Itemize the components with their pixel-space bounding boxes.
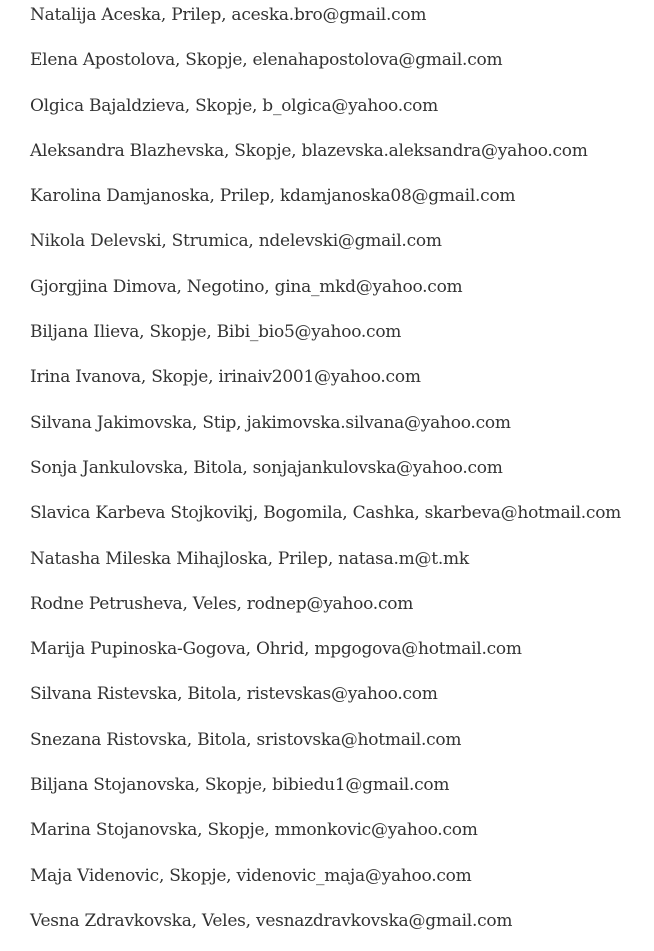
contact-entry: Elena Apostolova, Skopje, elenahapostolova@gmail.com	[30, 50, 503, 71]
contact-entry: Biljana Ilieva, Skopje, Bibi_bio5@yahoo.com	[30, 322, 402, 343]
contact-entry: Aleksandra Blazhevska, Skopje, blazevska.aleksandra@yahoo.com	[30, 140, 588, 161]
contact-entry: Vesna Zdravkovska, Veles, vesnazdravkovska@gmail.com	[30, 910, 513, 931]
contact-entry: Karolina Damjanoska, Prilep, kdamjanoska08@gmail.com	[30, 186, 516, 207]
contact-entry: Sonja Jankulovska, Bitola, sonjajankulovska@yahoo.com	[30, 457, 503, 478]
contact-entry: Gjorgjina Dimova, Negotino, gina_mkd@yahoo.com	[30, 276, 463, 297]
contact-entry: Nikola Delevski, Strumica, ndelevski@gmail.com	[30, 231, 442, 252]
contact-entry: Rodne Petrusheva, Veles, rodnep@yahoo.com	[30, 593, 414, 614]
contact-entry: Natalija Aceska, Prilep, aceska.bro@gmail.com	[30, 5, 427, 25]
contact-entry: Irina Ivanova, Skopje, irinaiv2001@yahoo.com	[30, 367, 421, 388]
contact-entry: Silvana Jakimovska, Stip, jakimovska.silvana@yahoo.com	[30, 412, 511, 433]
contact-entry: Marija Pupinoska-Gogova, Ohrid, mpgogova@hotmail.com	[30, 639, 522, 660]
contact-entry: Marina Stojanovska, Skopje, mmonkovic@yahoo.com	[30, 820, 478, 841]
contact-entry: Biljana Stojanovska, Skopje, bibiedu1@gmail.com	[30, 775, 450, 796]
contact-entry: Silvana Ristevska, Bitola, ristevskas@yahoo.com	[30, 684, 438, 705]
contact-entry: Natasha Mileska Mihajloska, Prilep, natasa.m@t.mk	[30, 548, 469, 569]
contact-entry: Olgica Bajaldzieva, Skopje, b_olgica@yahoo.com	[30, 95, 438, 116]
contact-entry: Slavica Karbeva Stojkovikj, Bogomila, Cashka, skarbeva@hotmail.com	[30, 503, 622, 524]
contact-entry: Snezana Ristovska, Bitola, sristovska@hotmail.com	[30, 729, 462, 750]
contact-entry: Maja Videnovic, Skopje, videnovic_maja@yahoo.com	[30, 865, 472, 886]
contact-list	[30, 0, 621, 951]
